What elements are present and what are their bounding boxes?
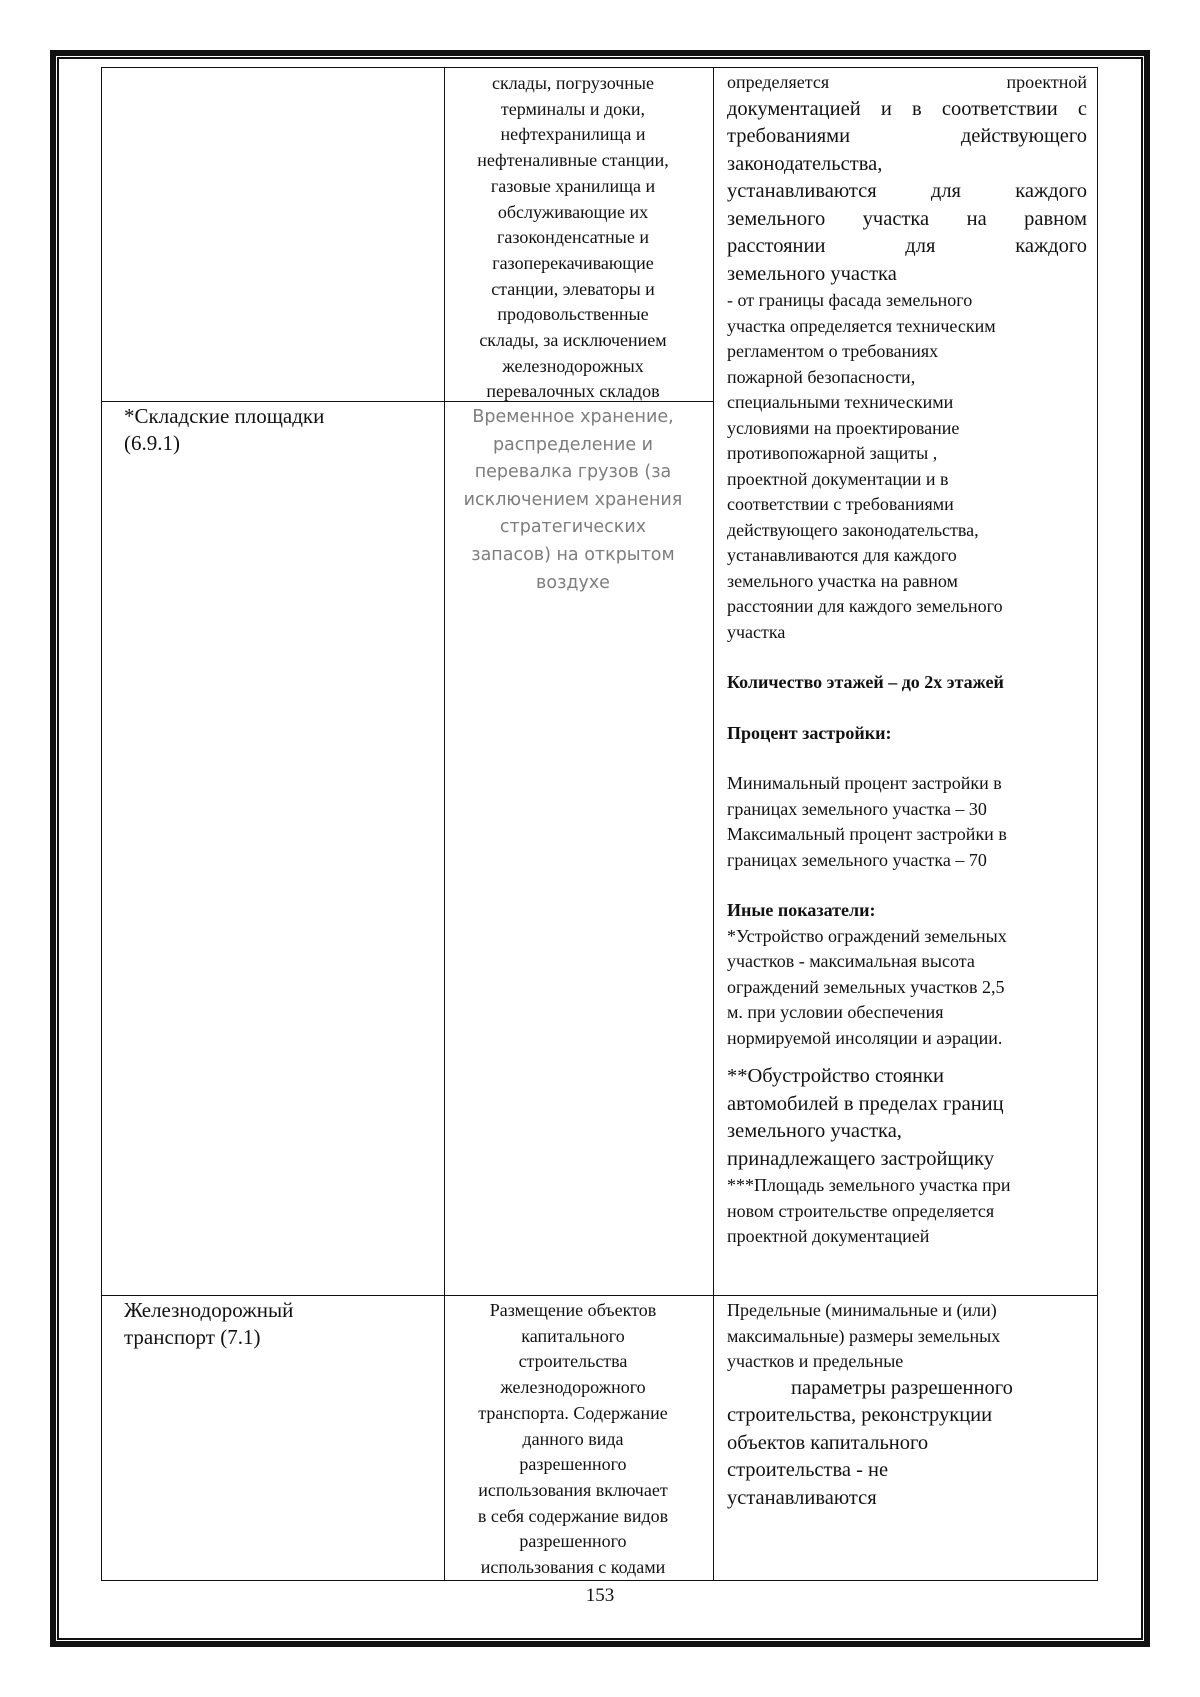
table-border-left <box>101 67 102 1581</box>
param-line: устанавливаются для каждого <box>727 180 1087 202</box>
param-line: определяется проектной <box>727 72 1087 92</box>
parking-paragraph: **Обустройство стоянки автомобилей в пределах границ земельного участка, принадлежащего застройщику <box>727 1065 1004 1170</box>
parameters-cell <box>727 70 1087 1250</box>
row1-description: склады, погрузочные терминалы и доки, нефтехранилища и нефтеналивные станции, газовые хранилища и обслуживающие их газоконденсатные и газоперекачивающие станции, элеваторы и продовольственные склады, за исключением железнодорожных перевалочных складов <box>477 73 669 402</box>
fire-safety-paragraph: - от границы фасада земельного участка определяется техническим регламентом о требованиях пожарной безопасности, специальными техническими условиями на проектирование противопожарной защиты , проектной документации и в соответствии с требованиями действующего законодательства, устанавливаются для каждого земельного участка на равном расстоянии для каждого земельного участка <box>727 290 1003 642</box>
percent-heading: Процент застройки: <box>727 722 892 743</box>
floors-limit: Количество этажей – до 2х этажей <box>727 672 1004 692</box>
table-divider-2 <box>713 67 714 1581</box>
param-line: расстоянии для каждого <box>727 235 1087 257</box>
row3-parameters: Предельные (минимальные и (или) максимальные) размеры земельных участков и предельные параметры разрешенного строительства, реконструкции объектов капитального строительства - не устанавливаются <box>727 1300 1013 1509</box>
table-divider-1 <box>444 67 445 1581</box>
param-line: документацией и в соответствии с <box>727 97 1087 120</box>
row3-use-type: Железнодорожный транспорт (7.1) <box>124 1298 294 1349</box>
table-border-right <box>1097 67 1098 1581</box>
fence-paragraph: *Устройство ограждений земельных участков - максимальная высота ограждений земельных участков 2,5 м. при условии обеспечения нормируемой инсоляции и аэрации. <box>727 925 1007 1048</box>
other-heading: Иные показатели: <box>727 900 876 920</box>
row2-use-type: *Складские площадки (6.9.1) <box>124 404 325 455</box>
row2-description: Временное хранение, распределение и перевалка грузов (за исключением хранения стратегических запасов) на открытом воздухе <box>463 407 683 593</box>
param-line: земельного участка на равном <box>727 207 1087 230</box>
row-divider-2 <box>101 1295 1098 1296</box>
area-paragraph: ***Площадь земельного участка при новом строительстве определяется проектной документацией <box>727 1175 1011 1246</box>
table-border-top <box>101 67 1098 68</box>
percent-values: Минимальный процент застройки в границах земельного участка – 30 Максимальный процент застройки в границах земельного участка – 70 <box>727 773 1007 870</box>
row3-description: Размещение объектов капитального строительства железнодорожного транспорта. Содержание данного вида разрешенного использования включает в себя содержание видов разрешенного использования с кодами <box>477 1300 669 1578</box>
page-number: 153 <box>585 1585 615 1606</box>
param-line: требованиями действующего <box>727 125 1087 147</box>
param-line: земельного участка <box>727 262 897 285</box>
param-line: законодательства, <box>727 152 883 175</box>
